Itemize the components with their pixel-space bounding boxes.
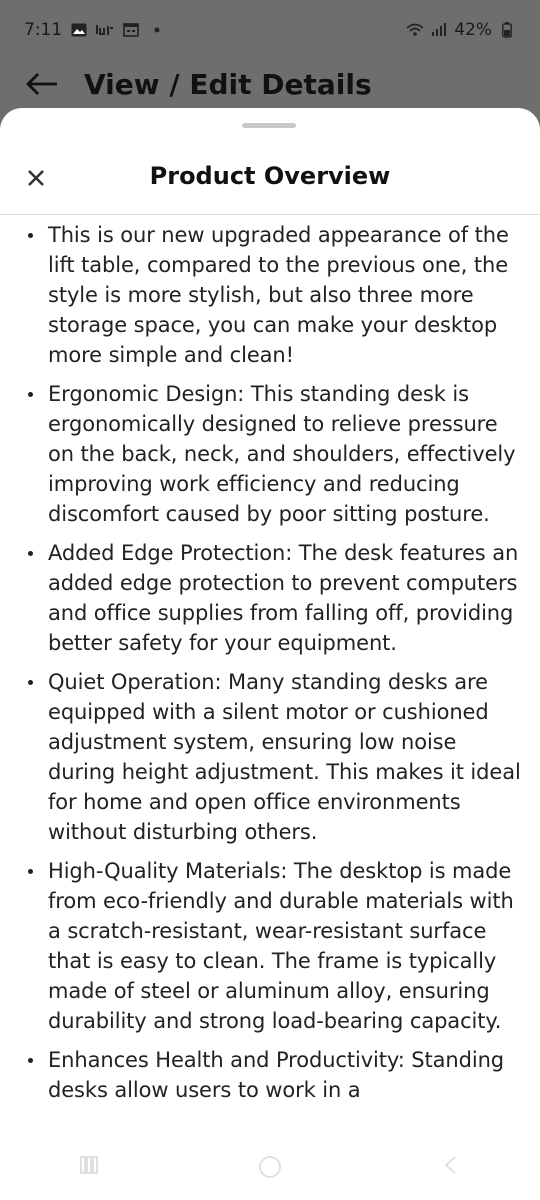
page-title: View / Edit Details [84,68,372,101]
list-item: Enhances Health and Productivity: Standing desks allow users to work in a [26,1045,524,1105]
battery-percentage: 42% [454,20,492,40]
signal-icon [430,22,448,38]
arrow-left-icon [26,73,58,99]
list-item: Ergonomic Design: This standing desk is ergonomically designed to relieve pressure on the back, neck, and shoulders, effectively improving work efficiency and reducing discomfort caused by poor sitting posture. [26,379,524,529]
battery-icon [498,22,516,38]
recents-nav-icon[interactable] [78,1154,100,1184]
list-item: High-Quality Materials: The desktop is made from eco-friendly and durable materials with a scratch-resistant, wear-resistant surface that is easy to clean. The frame is typically made of steel or aluminum alloy, ensuring durability and strong load-bearing capacity. [26,856,524,1036]
sheet-header [0,138,540,215]
status-time: 7:11 [24,20,63,40]
system-nav-bar [0,1154,540,1184]
back-button[interactable] [24,68,60,104]
home-nav-icon[interactable] [257,1154,283,1184]
list-item: This is our new upgraded appearance of the lift table, compared to the previous one, the style is more stylish, but also three more storage space, you can make your desktop more simple and clean! [26,220,524,370]
sheet-title: Product Overview [149,162,391,190]
app-bar [0,62,540,112]
back-nav-icon[interactable] [440,1154,462,1184]
lyft-icon [96,22,114,38]
photo-icon [70,22,88,38]
bottom-sheet [0,108,540,1200]
bullet-list [0,220,540,1105]
status-left [24,20,166,40]
notification-dot-icon [148,22,166,38]
status-right [406,20,516,40]
drag-handle[interactable] [242,123,296,128]
list-item: Added Edge Protection: The desk features an added edge protection to prevent computers and office supplies from falling off, providing better safety for your equipment. [26,538,524,658]
product-overview-content [0,220,540,1114]
status-bar [0,0,540,62]
wifi-icon [406,22,424,38]
list-item: Quiet Operation: Many standing desks are equipped with a silent motor or cushioned adjustment system, ensuring low noise during height adjustment. This makes it ideal for home and open office environments without disturbing others. [26,667,524,847]
calendar-icon [122,22,140,38]
